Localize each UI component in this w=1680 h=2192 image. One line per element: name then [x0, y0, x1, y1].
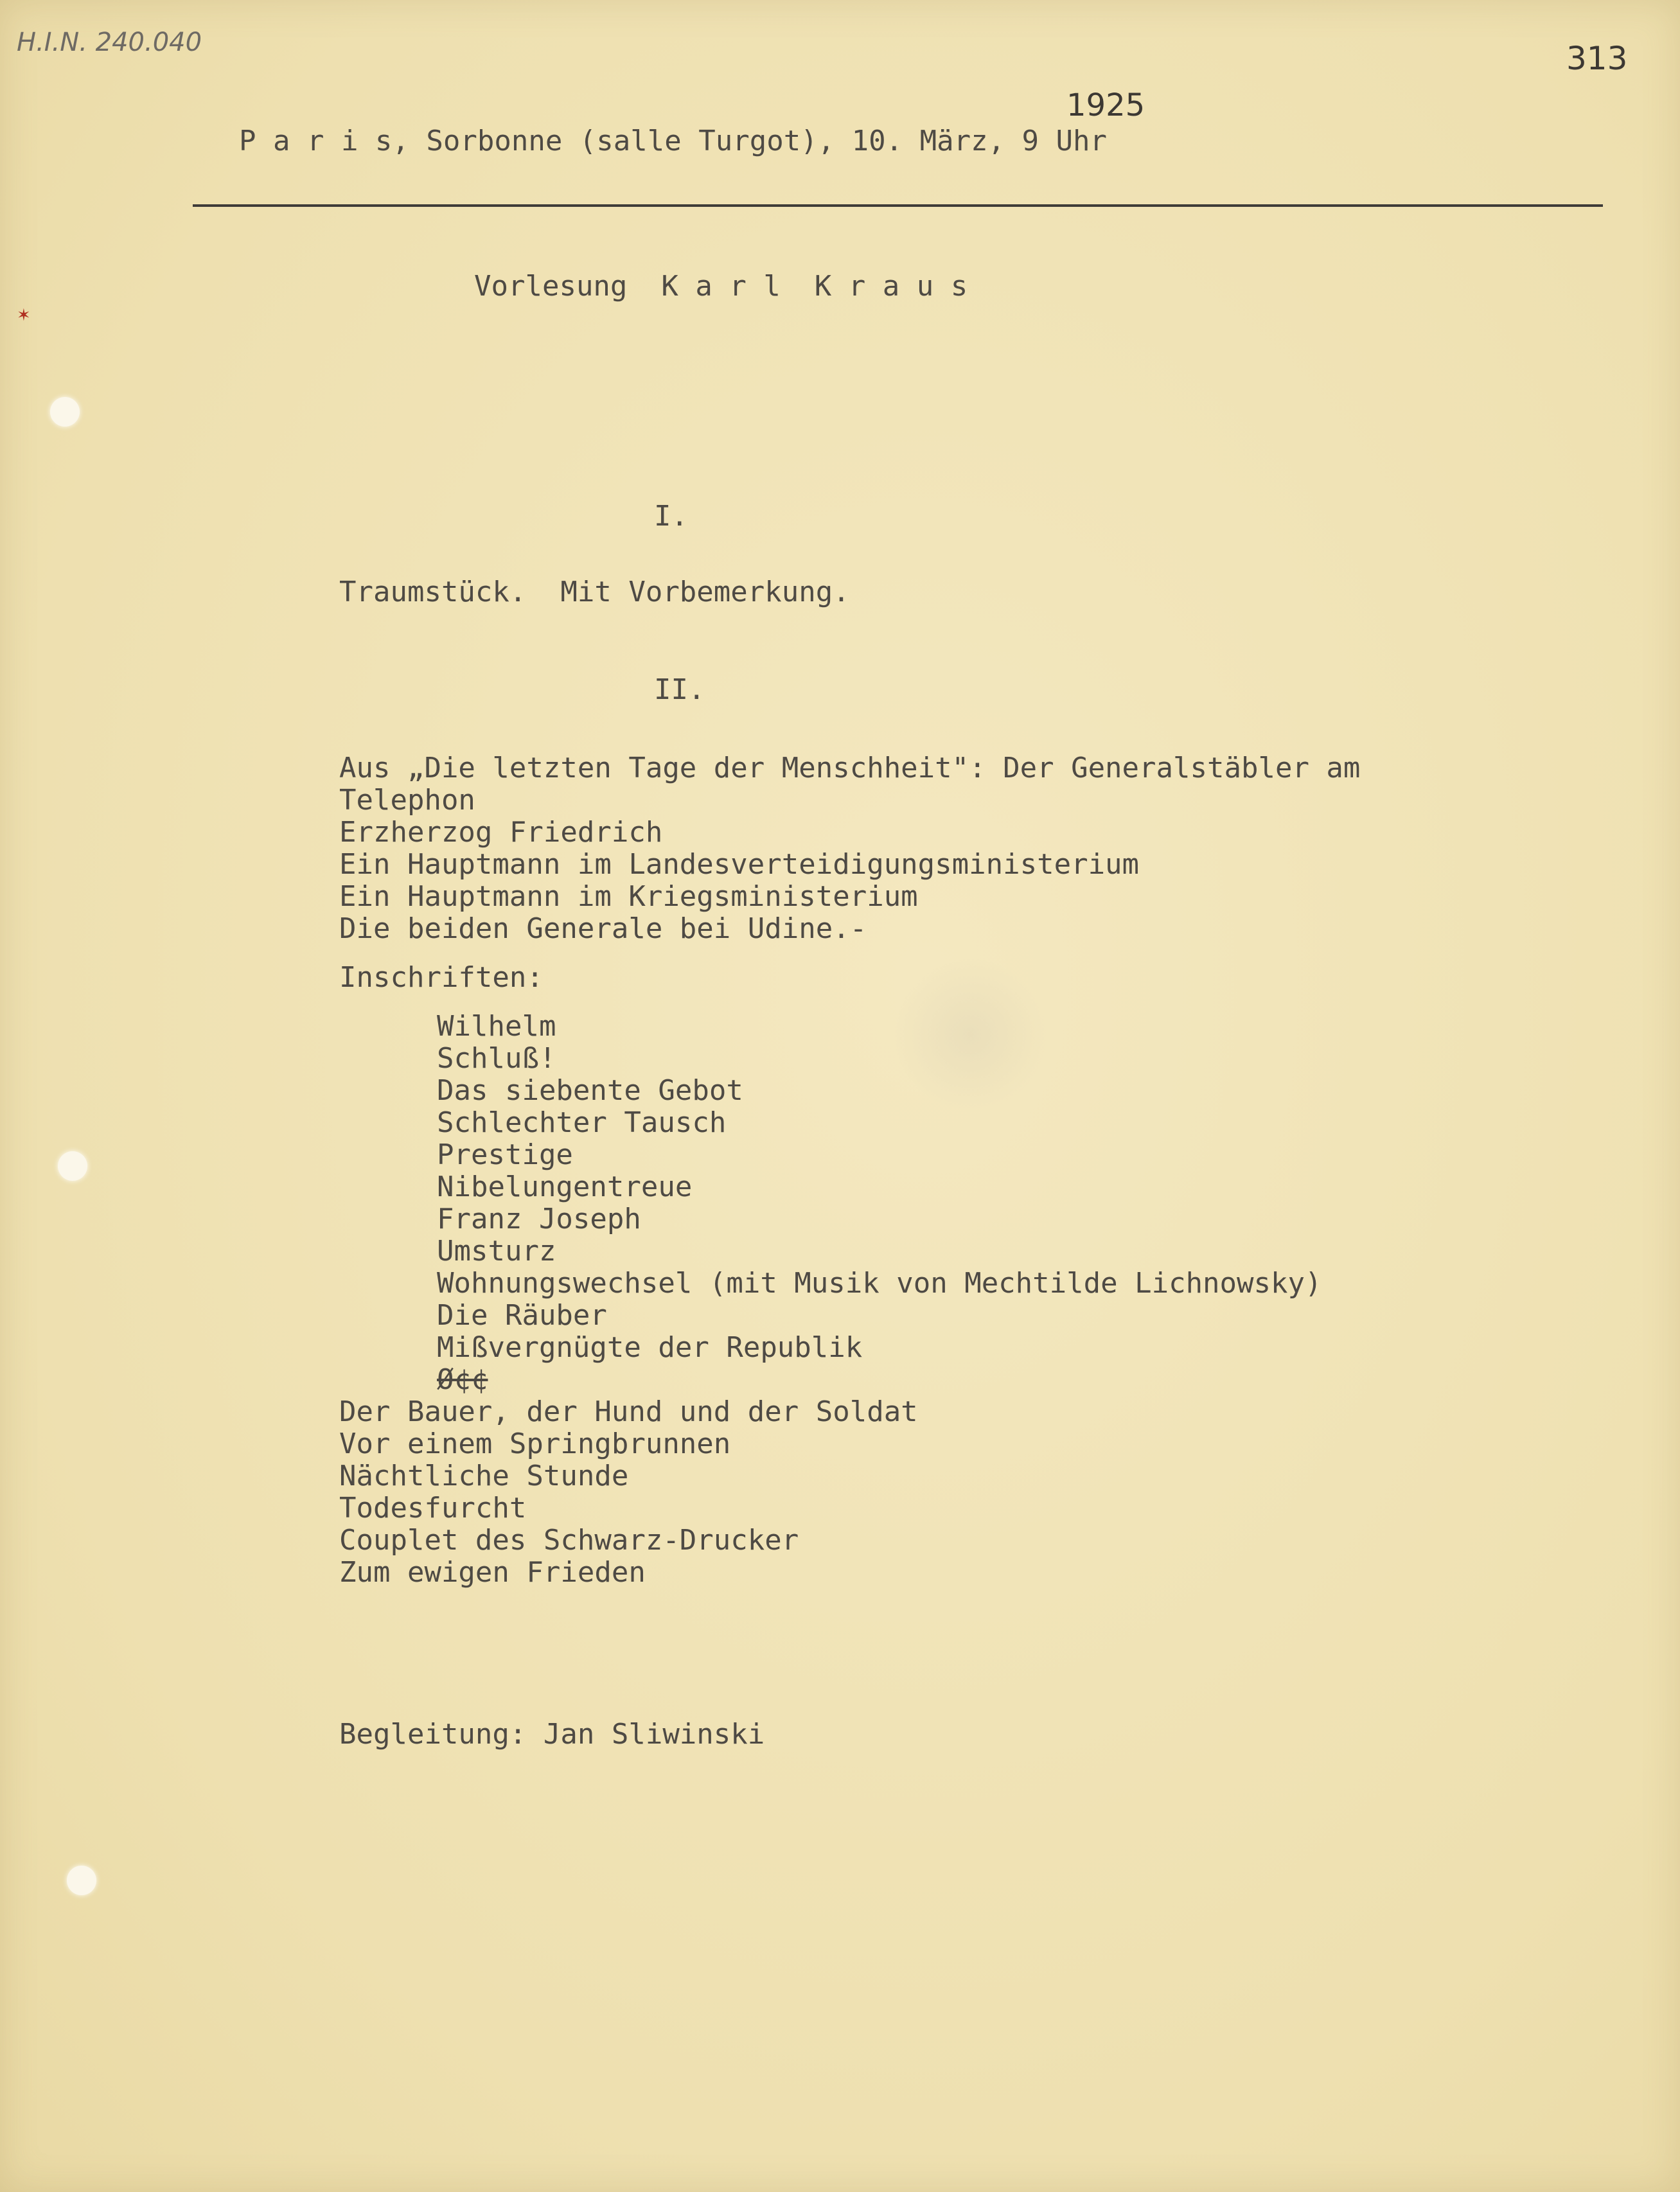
section-1-numeral: I.: [654, 500, 688, 533]
inscriptions-heading: Inschriften:: [339, 961, 544, 994]
section-1-item: Traumstück. Mit Vorbemerkung.: [339, 576, 850, 608]
list-line: Ein Hauptmann im Landesverteidigungsministerium: [339, 848, 1140, 881]
inscription-item: Nibelungentreue: [437, 1171, 693, 1203]
punch-hole-middle: [58, 1151, 87, 1181]
year-annotation: 1925: [1066, 87, 1145, 123]
inscription-item: Das siebente Gebot: [437, 1074, 743, 1107]
list-line: Telephon: [339, 784, 475, 817]
faint-stamp: [893, 957, 1047, 1111]
inscription-item: Wilhelm: [437, 1010, 556, 1043]
list-line: Erzherzog Friedrich: [339, 816, 663, 849]
folio-number: 313: [1566, 40, 1628, 77]
struck-out-text: Ø¢¢: [437, 1363, 488, 1396]
header-rule: [193, 204, 1603, 207]
accompaniment-line: Begleitung: Jan Sliwinski: [339, 1718, 765, 1751]
red-ink-mark: ✶: [17, 306, 31, 325]
list-line: Nächtliche Stunde: [339, 1460, 629, 1492]
list-line: Aus „Die letzten Tage der Menschheit": Der Generalstäbler am: [339, 752, 1361, 784]
list-line: Ein Hauptmann im Kriegsministerium: [339, 880, 918, 913]
list-line: Couplet des Schwarz-Drucker: [339, 1524, 799, 1557]
inscription-item: Wohnungswechsel (mit Musik von Mechtilde Lichnowsky): [437, 1267, 1322, 1300]
inscription-item: Franz Joseph: [437, 1203, 641, 1235]
inscription-item: Die Räuber: [437, 1299, 607, 1332]
list-line: Die beiden Generale bei Udine.-: [339, 912, 867, 945]
venue-date-line: P a r i s, Sorbonne (salle Turgot), 10. März, 9 Uhr: [239, 125, 1108, 157]
inscription-item: Schluß!: [437, 1042, 556, 1075]
inscription-item: Mißvergnügte der Republik: [437, 1331, 863, 1364]
list-line: Vor einem Springbrunnen: [339, 1427, 731, 1460]
list-line: Zum ewigen Frieden: [339, 1556, 646, 1589]
inscription-item: Umsturz: [437, 1235, 556, 1268]
inscription-item: Schlechter Tausch: [437, 1106, 727, 1139]
list-line: Der Bauer, der Hund und der Soldat: [339, 1395, 918, 1428]
inscription-item: Prestige: [437, 1138, 573, 1171]
page-title: Vorlesung K a r l K r a u s: [474, 270, 968, 303]
list-line: Todesfurcht: [339, 1492, 527, 1525]
archive-number: H.I.N. 240.040: [17, 28, 202, 57]
section-2-numeral: II.: [654, 673, 705, 706]
punch-hole-bottom: [67, 1866, 96, 1895]
punch-hole-top: [50, 397, 80, 427]
